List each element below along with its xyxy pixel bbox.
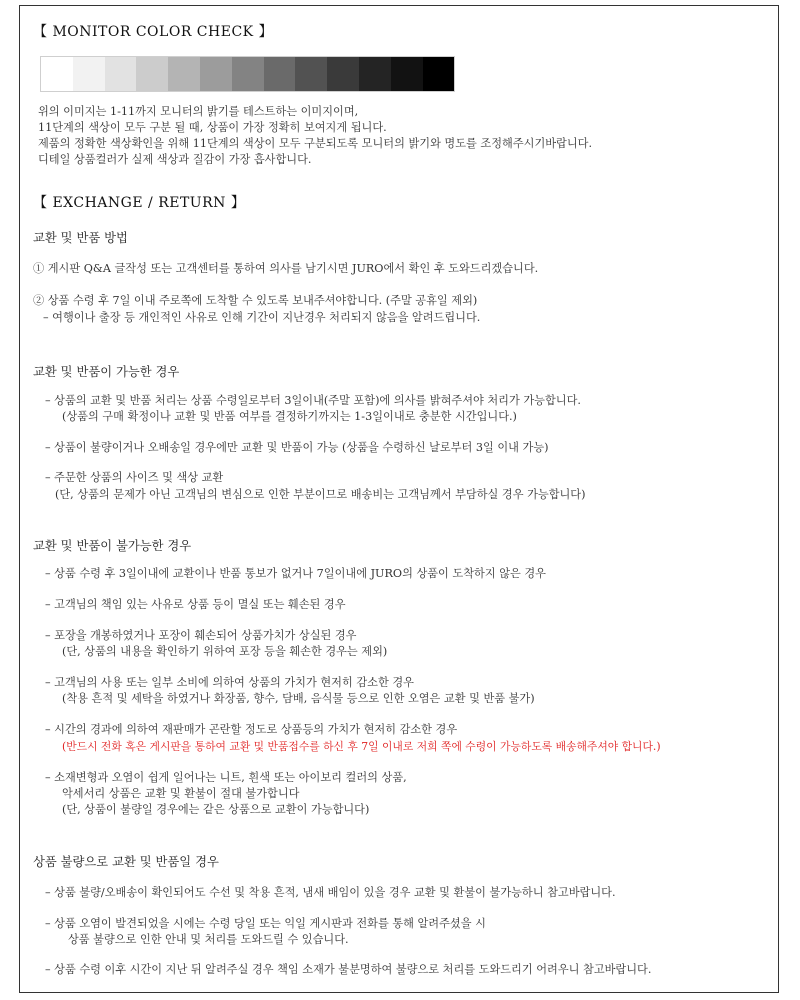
grayscale-swatch — [136, 57, 168, 91]
defect-item-2: – 상품 오염이 발견되었을 시에는 수령 당일 또는 익일 게시판과 전화를 통해 알려주셨을 시 — [45, 917, 486, 930]
defect-item-2-line-2: 상품 불량으로 인한 안내 및 처리를 도와드릴 수 있습니다. — [68, 933, 349, 946]
possible-item-1: – 상품의 교환 및 반품 처리는 상품 수령일로부터 3일이내(주말 포함)에 의사를 밝혀주셔야 처리가 가능합니다. — [45, 394, 581, 407]
possible-item-1-note: (상품의 구매 확정이나 교환 및 반품 여부를 결정하기까지는 1-3일이내로 충분한 시간입니다.) — [62, 410, 517, 423]
grayscale-strip — [40, 56, 455, 92]
defect-item-3: – 상품 수령 이후 시간이 지난 뒤 알려주실 경우 책임 소재가 불분명하여 불량으로 처리를 도와드리기 어려우니 참고바랍니다. — [45, 963, 652, 976]
grayscale-swatch — [391, 57, 423, 91]
method-item-2-note: – 여행이나 출장 등 개인적인 사유로 인해 기간이 지난경우 처리되지 않음을 알려드립니다. — [43, 311, 481, 324]
impossible-item-1: – 상품 수령 후 3일이내에 교환이나 반품 통보가 없거나 7일이내에 JURO의 상품이 도착하지 않은 경우 — [45, 567, 546, 580]
grayscale-swatch — [264, 57, 296, 91]
possible-item-3: – 주문한 상품의 사이즈 및 색상 교환 — [45, 471, 224, 484]
monitor-line-2: 11단계의 색상이 모두 구분 될 때, 상품이 가장 정확히 보여지게 됩니다. — [38, 121, 387, 134]
impossible-item-6-note: (단, 상품이 불량일 경우에는 같은 상품으로 교환이 가능합니다) — [62, 803, 370, 816]
impossible-item-5-warning: (반드시 전화 혹은 게시판을 통하여 교환 및 반품접수를 하신 후 7일 이내로 저희 쪽에 수령이 가능하도록 배송해주셔야 합니다.) — [62, 740, 661, 753]
grayscale-swatch — [327, 57, 359, 91]
method-heading: 교환 및 반품 방법 — [33, 231, 128, 245]
grayscale-swatch — [41, 57, 73, 91]
impossible-item-4-note: (착용 흔적 및 세탁을 하였거나 화장품, 향수, 담배, 음식물 등으로 인한 오염은 교환 및 반품 불가) — [62, 692, 535, 705]
monitor-section-title: 【 MONITOR COLOR CHECK 】 — [33, 24, 274, 40]
possible-item-2: – 상품이 불량이거나 오배송일 경우에만 교환 및 반품이 가능 (상품을 수령하신 날로부터 3일 이내 가능) — [45, 441, 549, 454]
possible-heading: 교환 및 반품이 가능한 경우 — [33, 365, 180, 379]
defect-heading: 상품 불량으로 교환 및 반품일 경우 — [33, 855, 219, 869]
method-item-2: ② 상품 수령 후 7일 이내 주로쪽에 도착할 수 있도록 보내주셔야합니다. (주말 공휴일 제외) — [33, 294, 478, 307]
grayscale-swatch — [105, 57, 137, 91]
impossible-item-6: – 소재변형과 오염이 쉽게 일어나는 니트, 흰색 또는 아이보리 컬러의 상품, — [45, 771, 407, 784]
grayscale-swatch — [200, 57, 232, 91]
grayscale-swatch — [295, 57, 327, 91]
method-item-1: ① 게시판 Q&A 글작성 또는 고객센터를 통하여 의사를 남기시면 JURO에서 확인 후 도와드리겠습니다. — [33, 262, 539, 275]
grayscale-swatch — [168, 57, 200, 91]
grayscale-swatch — [232, 57, 264, 91]
monitor-line-3: 제품의 정확한 색상확인을 위해 11단계의 색상이 모두 구분되도록 모니터의 밝기와 명도를 조정해주시기바랍니다. — [38, 137, 593, 150]
possible-item-3-note: (단, 상품의 문제가 아닌 고객님의 변심으로 인한 부분이므로 배송비는 고객님께서 부담하실 경우 가능합니다) — [55, 488, 586, 501]
impossible-item-5: – 시간의 경과에 의하여 재판매가 곤란할 정도로 상품등의 가치가 현저히 감소한 경우 — [45, 723, 458, 736]
impossible-item-6-line-2: 악세서리 상품은 교환 및 환불이 절대 불가합니다 — [62, 787, 300, 800]
impossible-heading: 교환 및 반품이 불가능한 경우 — [33, 539, 192, 553]
impossible-item-3: – 포장을 개봉하였거나 포장이 훼손되어 상품가치가 상실된 경우 — [45, 629, 357, 642]
impossible-item-3-note: (단, 상품의 내용을 확인하기 위하여 포장 등을 훼손한 경우는 제외) — [62, 645, 388, 658]
monitor-line-1: 위의 이미지는 1-11까지 모니터의 밝기를 테스트하는 이미지이며, — [38, 105, 359, 118]
impossible-item-4: – 고객님의 사용 또는 일부 소비에 의하여 상품의 가치가 현저히 감소한 경우 — [45, 676, 414, 689]
exchange-section-title: 【 EXCHANGE / RETURN 】 — [33, 195, 246, 211]
impossible-item-2: – 고객님의 책임 있는 사유로 상품 등이 멸실 또는 훼손된 경우 — [45, 598, 346, 611]
defect-item-1: – 상품 불량/오배송이 확인되어도 수선 및 착용 흔적, 냄새 배임이 있을 경우 교환 및 환불이 불가능하니 참고바랍니다. — [45, 886, 616, 899]
grayscale-swatch — [73, 57, 105, 91]
monitor-line-4: 디테일 상품컬러가 실제 색상과 질감이 가장 흡사합니다. — [38, 153, 312, 166]
grayscale-swatch — [423, 57, 455, 91]
grayscale-swatch — [359, 57, 391, 91]
